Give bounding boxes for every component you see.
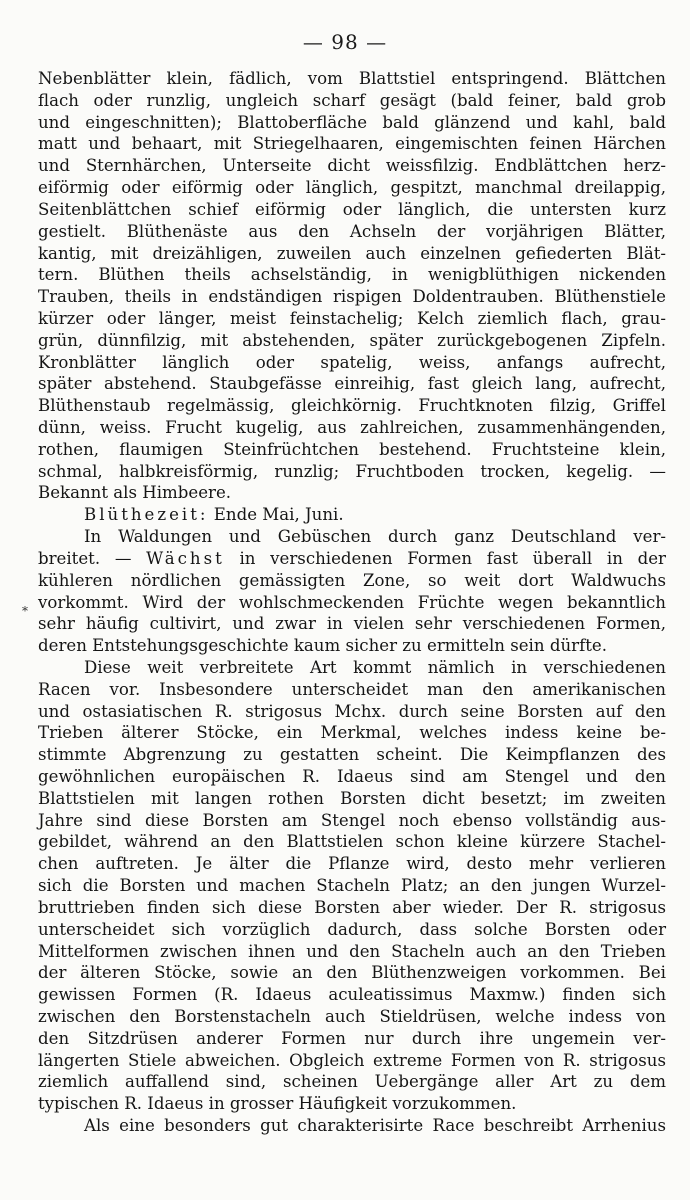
text-line: der älteren Stöcke, sowie an den Blüthenzweigen vorkommen. Bei [38,963,666,983]
text-line: Seitenblättchen schief eiförmig oder länglich, die untersten kurz [38,199,666,219]
text-line: Trieben älterer Stöcke, ein Merkmal, welches indess keine be- [38,723,666,743]
text-line: später abstehend. Staubgefässe einreihig, fast gleich lang, aufrecht, [38,374,666,394]
text-line: Trauben, theils in endständigen rispigen Doldentrauben. Blüthenstiele [38,287,666,307]
text-line: rothen, flaumigen Steinfrüchtchen bestehend. Fruchtsteine klein, [38,439,666,459]
text-line: kühleren nördlichen gemässigten Zone, so weit dort Waldwuchs [38,570,666,590]
text-line: und eingeschnitten); Blattoberfläche bald glänzend und kahl, bald [38,112,666,132]
text-line: stimmte Abgrenzung zu gestatten scheint. Die Keimpflanzen des [38,745,666,765]
text-line: zwischen den Borstenstacheln auch Stieldrüsen, welche indess von [38,1006,666,1026]
text-line: Kronblätter länglich oder spatelig, weiss, anfangs aufrecht, [38,352,666,372]
spaced-word: Wächst [146,548,225,568]
text-line: Mittelformen zwischen ihnen und den Stacheln auch an den Trieben [38,941,666,961]
text-line: Nebenblätter klein, fädlich, vom Blattstiel entspringend. Blättchen [38,69,666,88]
text-line: gewöhnlichen europäischen R. Idaeus sind am Stengel und den [38,767,666,786]
text-line: dünn, weiss. Frucht kugelig, aus zahlreichen, zusammenhängenden, [38,418,666,437]
text-line: kantig, mit dreizähligen, zuweilen auch einzelnen gefiederten Blät- [38,243,666,263]
text-line: Blüthenstaub regelmässig, gleichkörnig. Fruchtknoten filzig, Griffel [38,396,666,416]
text-line: deren Entstehungsgeschichte kaum sicher zu ermitteln sein dürfte. [38,636,607,656]
text-segment: breitet. — [38,548,147,568]
text-segment: Ende Mai, Juni. [208,505,344,525]
text-line: chen auftreten. Je älter die Pflanze wird, desto mehr verlieren [38,854,666,874]
text-line: gebildet, während an den Blattstielen schon kleine kürzere Stachel- [38,832,666,852]
body-text [38,68,666,1137]
text-line: gestielt. Blüthenäste aus den Achseln der vorjährigen Blätter, [38,221,666,241]
text-line: und ostasiatischen R. strigosus Mchx. durch seine Borsten auf den [38,701,666,721]
text-line: sehr häufig cultivirt, und zwar in vielen sehr verschiedenen Formen, [38,614,666,634]
margin-mark: * [22,604,28,618]
text-line: und Sternhärchen, Unterseite dicht weissfilzig. Endblättchen herz- [38,156,666,176]
text-segment: in verschiedenen Formen fast überall in der [224,548,666,568]
text-line [38,504,666,526]
text-line: sich die Borsten und machen Stacheln Platz; an den jungen Wurzel- [38,876,666,896]
text-line: tern. Blüthen theils achselständig, in wenigblüthigen nickenden [38,265,666,285]
text-line: längerten Stiele abweichen. Obgleich extreme Formen von R. strigosus [38,1050,666,1070]
text-line: Jahre sind diese Borsten am Stengel noch ebenso vollständig aus- [38,810,666,830]
text-line: grün, dünnfilzig, mit abstehenden, später zurückgebogenen Zipfeln. [38,330,666,350]
text-line: Racen vor. Insbesondere unterscheidet man den amerikanischen [38,679,666,699]
text-line: kürzer oder länger, meist feinstachelig; Kelch ziemlich flach, grau- [38,308,666,328]
text-line: typischen R. Idaeus in grosser Häufigkeit vorzukommen. [38,1094,517,1114]
text-line: vorkommt. Wird der wohlschmeckenden Früchte wegen bekanntlich [38,592,666,612]
text-line: flach oder runzlig, ungleich scharf gesägt (bald feiner, bald grob [38,90,666,110]
text-line: den Sitzdrüsen anderer Formen nur durch ihre ungemein ver- [38,1028,666,1048]
spaced-word: Blüthezeit: [84,505,209,525]
text-line: unterscheidet sich vorzüglich dadurch, dass solche Borsten oder [38,919,666,939]
text-line: Als eine besonders gut charakterisirte Race beschreibt Arrhenius [84,1116,666,1135]
text-line: matt und behaart, mit Striegelhaaren, eingemischten feinen Härchen [38,134,666,154]
text-line: ziemlich auffallend sind, scheinen Uebergänge aller Art zu dem [38,1072,666,1092]
text-line: schmal, halbkreisförmig, runzlig; Fruchtboden trocken, kegelig. — [38,461,666,481]
text-line: In Waldungen und Gebüschen durch ganz Deutschland ver- [84,527,666,547]
text-line: gewissen Formen (R. Idaeus aculeatissimus Maxmw.) finden sich [38,985,666,1005]
text-line: eiförmig oder eiförmig oder länglich, gespitzt, manchmal dreilappig, [38,178,666,198]
text-line: Blattstielen mit langen rothen Borsten dicht besetzt; im zweiten [38,788,666,808]
text-line: Bekannt als Himbeere. [38,483,232,503]
text-line [38,548,666,570]
text-line: Diese weit verbreitete Art kommt nämlich in verschiedenen [84,657,666,677]
page-number: — 98 — [302,30,388,54]
text-line: bruttrieben finden sich diese Borsten aber wieder. Der R. strigosus [38,897,666,917]
